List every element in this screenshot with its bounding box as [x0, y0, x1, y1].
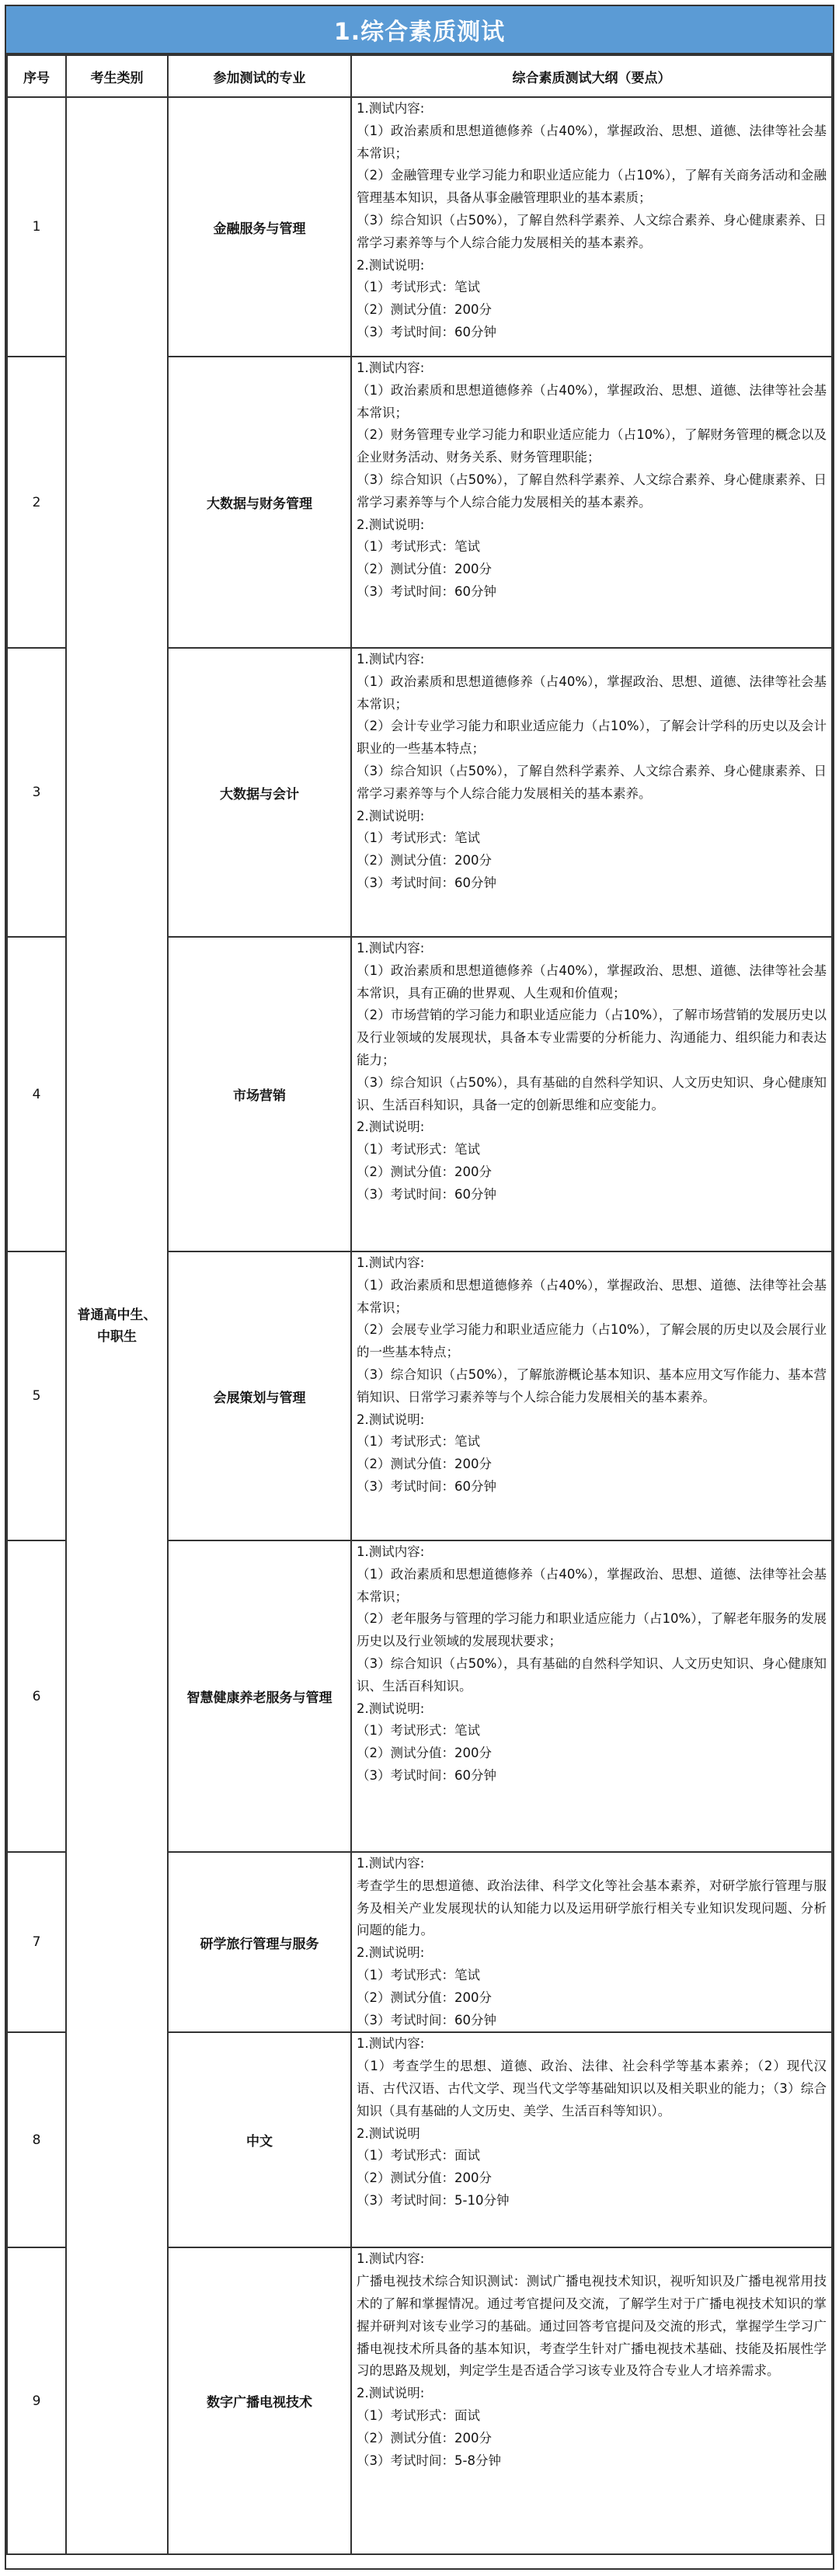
outline-line: （2）市场营销的学习能力和职业适应能力（占10%），了解市场营销的发展历史以及行业领域的发展现状，具备本专业需要的分析能力、沟通能力、组织能力和表达能力；	[357, 1008, 827, 1067]
row-number: 1	[7, 97, 66, 357]
outline-cell	[351, 937, 832, 1251]
outline-line: 2.测试说明:	[357, 808, 425, 823]
outline-line: 2.测试说明:	[357, 257, 425, 273]
outline-line: （1）政治素质和思想道德修养（占40%），掌握政治、思想、道德、法律等社会基本常识；	[357, 1277, 827, 1315]
outline-line: （1）考试形式：笔试	[357, 280, 480, 295]
outline-line: （2）金融管理专业学习能力和职业适应能力（占10%），了解有关商务活动和金融管理基本知识，具备从事金融管理职业的基本素质；	[357, 168, 827, 206]
outline-line: （3）考试时间：60分钟	[357, 324, 496, 339]
outline-line: 广播电视技术综合知识测试：测试广播电视技术知识，视听知识及广播电视常用技术的了解和掌握情况。通过考官提问及交流，了解学生对于广播电视技术知识的掌握并研判对该专业学习的基础。通过回答考官提问及交流的形式，掌握学生学习广播电视技术所具备的基本知识，考查学生针对广播电视技术基础、技能及拓展性学习的思路及规划，判定学生是否适合学习该专业及符合专业人才培养需求。	[357, 2274, 827, 2379]
row-number: 3	[7, 648, 66, 937]
outline-line: 1.测试内容:	[357, 360, 425, 375]
outline-cell	[351, 1852, 832, 2032]
outline-line: （3）综合知识（占50%），了解自然科学素养、人文综合素养、身心健康素养、日常学习素养等与个人综合能力发展相关的基本素养。	[357, 763, 827, 801]
outline-line: （3）综合知识（占50%），了解自然科学素养、人文综合素养、身心健康素养、日常学习素养等与个人综合能力发展相关的基本素养。	[357, 212, 827, 250]
outline-line: 2.测试说明:	[357, 1412, 425, 1427]
outline-line: 考查学生的思想道德、政治法律、科学文化等社会基本素养，对研学旅行管理与服务及相关产业发展现状的认知能力以及运用研学旅行相关专业知识发现问题、分析问题的能力。	[357, 1878, 827, 1938]
row-number: 2	[7, 357, 66, 648]
header-category: 考生类别	[66, 55, 168, 97]
outline-line: （3）考试时间：60分钟	[357, 1478, 496, 1494]
major-name: 大数据与财务管理	[168, 357, 351, 648]
outline-line: 2.测试说明:	[357, 2386, 425, 2401]
outline-line: 1.测试内容:	[357, 1856, 425, 1871]
outline-line: （2）测试分值：200分	[357, 853, 492, 869]
outline-line: （2）测试分值：200分	[357, 302, 492, 318]
table-row	[7, 97, 832, 357]
outline-line: 1.测试内容:	[357, 2251, 425, 2267]
outline-line: （2）测试分值：200分	[357, 562, 492, 577]
outline-line: （2）测试分值：200分	[357, 2170, 492, 2186]
major-name: 大数据与会计	[168, 648, 351, 937]
page-title: 1.综合素质测试	[333, 19, 506, 46]
outline-cell	[351, 2247, 832, 2554]
outline-line: （3）综合知识（占50%），了解旅游概论基本知识、基本应用文写作能力、基本营销知识、日常学习素养等与个人综合能力发展相关的基本素养。	[357, 1366, 827, 1405]
outline-line: （3）综合知识（占50%），具有基础的自然科学知识、人文历史知识、身心健康知识、生活百科知识。	[357, 1655, 827, 1694]
outline-line: 1.测试内容:	[357, 652, 425, 667]
outline-line: 1.测试内容:	[357, 1255, 425, 1270]
outline-line: （1）政治素质和思想道德修养（占40%），掌握政治、思想、道德、法律等社会基本常识；	[357, 1566, 827, 1604]
outline-line: 1.测试内容:	[357, 1544, 425, 1559]
outline-cell	[351, 648, 832, 937]
outline-line: （2）老年服务与管理的学习能力和职业适应能力（占10%），了解老年服务的发展历史以及行业领域的发展现状要求；	[357, 1611, 827, 1649]
row-number: 6	[7, 1540, 66, 1852]
outline-line: 2.测试说明:	[357, 1945, 425, 1961]
outline-line: （1）政治素质和思想道德修养（占40%），掌握政治、思想、道德、法律等社会基本常识；	[357, 382, 827, 420]
outline-line: （1）考试形式：笔试	[357, 1967, 480, 1982]
header-no: 序号	[7, 55, 66, 97]
outline-cell	[351, 357, 832, 648]
outline-line: （3）考试时间：5-10分钟	[357, 2192, 510, 2208]
outline-cell	[351, 1251, 832, 1540]
outline-cell	[351, 2032, 832, 2247]
outline-line: （3）综合知识（占50%），了解自然科学素养、人文综合素养、身心健康素养、日常学习素养等与个人综合能力发展相关的基本素养。	[357, 472, 827, 510]
outline-line: （3）考试时间：60分钟	[357, 583, 496, 599]
row-number: 5	[7, 1251, 66, 1540]
header-major: 参加测试的专业	[168, 55, 351, 97]
title-bar	[6, 6, 833, 54]
outline-line: （1）考试形式：笔试	[357, 1434, 480, 1450]
major-name: 研学旅行管理与服务	[168, 1852, 351, 2032]
outline-line: （2）财务管理专业学习能力和职业适应能力（占10%），了解财务管理的概念以及企业财务活动、财务关系、财务管理职能；	[357, 427, 827, 465]
table-header-row	[7, 55, 832, 97]
outline-line: （1）考试形式：面试	[357, 2148, 480, 2163]
outline-line: （2）会计专业学习能力和职业适应能力（占10%），了解会计学科的历史以及会计职业的一些基本特点；	[357, 719, 827, 757]
outline-line: 2.测试说明:	[357, 1119, 425, 1135]
outline-line: （1）考查学生的思想、道德、政治、法律、社会科学等基本素养；（2）现代汉语、古代汉语、古代文学、现当代文学等基础知识以及相关职业的能力；（3）综合知识（具有基础的人文历史、美学、生活百科等知识）。	[357, 2059, 827, 2118]
outline-line: （3）考试时间：5-8分钟	[357, 2452, 501, 2468]
assessment-table-container	[5, 5, 834, 2570]
major-name: 数字广播电视技术	[168, 2247, 351, 2554]
outline-line: （1）考试形式：面试	[357, 2407, 480, 2423]
row-number: 4	[7, 937, 66, 1251]
outline-line: （2）测试分值：200分	[357, 1164, 492, 1179]
outline-line: 1.测试内容:	[357, 2036, 425, 2052]
outline-line: （3）考试时间：60分钟	[357, 875, 496, 890]
outline-line: （3）考试时间：60分钟	[357, 1186, 496, 1202]
outline-line: 2.测试说明	[357, 2125, 420, 2141]
outline-line: （2）测试分值：200分	[357, 1746, 492, 1761]
outline-line: 1.测试内容:	[357, 941, 425, 956]
outline-line: （1）考试形式：笔试	[357, 1723, 480, 1739]
row-number: 9	[7, 2247, 66, 2554]
outline-line: （3）考试时间：60分钟	[357, 1767, 496, 1783]
row-number: 7	[7, 1852, 66, 2032]
outline-line: 2.测试说明:	[357, 517, 425, 532]
outline-line: （2）测试分值：200分	[357, 1989, 492, 2005]
outline-line: （1）政治素质和思想道德修养（占40%），掌握政治、思想、道德、法律等社会基本常识，具有正确的世界观、人生观和价值观；	[357, 963, 827, 1001]
candidate-category: 普通高中生、中职生	[66, 97, 168, 2554]
outline-line: （2）测试分值：200分	[357, 2430, 492, 2445]
outline-line: （3）综合知识（占50%），具有基础的自然科学知识、人文历史知识、身心健康知识、生活百科知识，具备一定的创新思维和应变能力。	[357, 1074, 827, 1112]
major-name: 金融服务与管理	[168, 97, 351, 357]
outline-line: （1）考试形式：笔试	[357, 1142, 480, 1157]
outline-cell	[351, 97, 832, 357]
major-name: 智慧健康养老服务与管理	[168, 1540, 351, 1852]
outline-line: （1）考试形式：笔试	[357, 539, 480, 555]
outline-line: （2）会展专业学习能力和职业适应能力（占10%），了解会展的历史以及会展行业的一些基本特点；	[357, 1322, 827, 1360]
outline-line: （1）政治素质和思想道德修养（占40%），掌握政治、思想、道德、法律等社会基本常识；	[357, 123, 827, 161]
outline-line: （1）考试形式：笔试	[357, 830, 480, 846]
outline-cell	[351, 1540, 832, 1852]
outline-line: 2.测试说明:	[357, 1701, 425, 1716]
row-number: 8	[7, 2032, 66, 2247]
major-name: 中文	[168, 2032, 351, 2247]
header-outline: 综合素质测试大纲（要点）	[351, 55, 832, 97]
table-body	[7, 97, 832, 2554]
outline-line: （3）考试时间：60分钟	[357, 2012, 496, 2028]
major-name: 会展策划与管理	[168, 1251, 351, 1540]
major-name: 市场营销	[168, 937, 351, 1251]
outline-line: （2）测试分值：200分	[357, 1457, 492, 1472]
outline-line: 1.测试内容:	[357, 101, 425, 116]
assessment-table	[6, 54, 833, 2555]
outline-line: （1）政治素质和思想道德修养（占40%），掌握政治、思想、道德、法律等社会基本常识；	[357, 674, 827, 712]
